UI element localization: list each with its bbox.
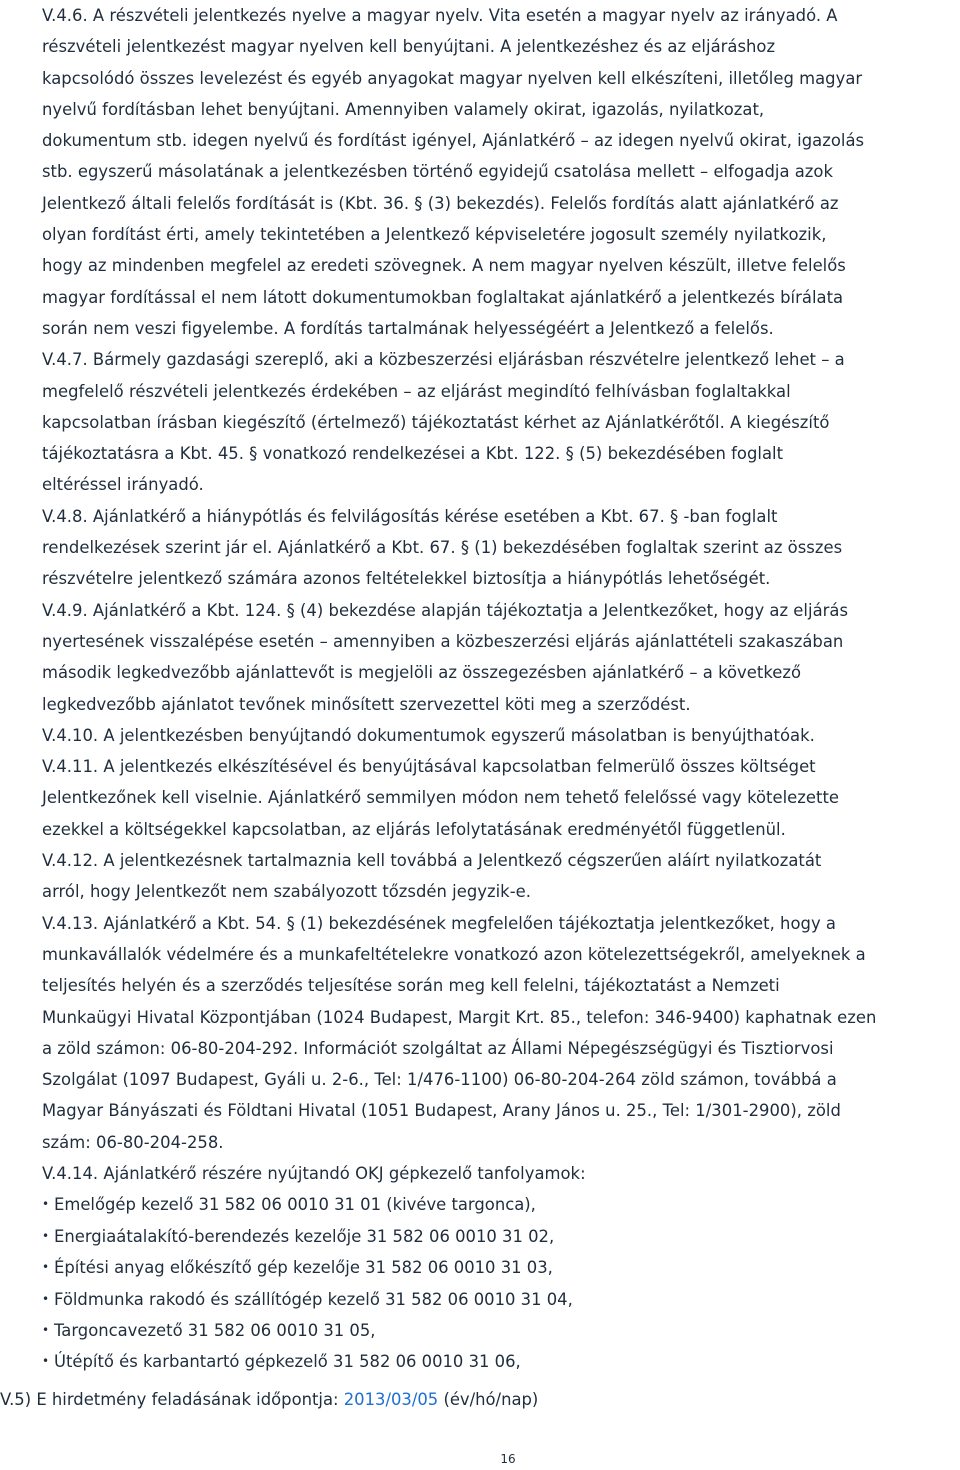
text-line: kapcsolatban írásban kiegészítő (értelmező) tájékoztatást kérhet az Ajánlatkérőtől. A kiegészítő: [42, 412, 830, 432]
text-line: hogy az mindenben megfelel az eredeti szövegnek. A nem magyar nyelven készült, illetve felelős: [42, 256, 846, 276]
text-line: stb. egyszerű másolatának a jelentkezésben történő egyidejű csatolása mellett – elfogadja azok: [42, 162, 833, 182]
text-line: Jelentkezőnek kell viselnie. Ajánlatkérő semmilyen módon nem tehető felelőssé vagy kötelezette: [42, 788, 840, 808]
text-line: V.4.14. Ajánlatkérő részére nyújtandó OKJ gépkezelő tanfolyamok:: [42, 1163, 586, 1183]
text-line: tájékoztatásra a Kbt. 45. § vonatkozó rendelkezései a Kbt. 122. § (5) bekezdésében foglalt: [42, 444, 784, 464]
text-line: V.4.9. Ajánlatkérő a Kbt. 124. § (4) bekezdése alapján tájékoztatja a Jelentkezőket, hogy az eljárás: [42, 600, 849, 620]
publication-date-value: 2013/03/05: [343, 1390, 439, 1409]
text-line: arról, hogy Jelentkezőt nem szabályozott tőzsdén jegyzik-e.: [42, 882, 531, 902]
text-line: kapcsolódó összes levelezést és egyéb anyagokat magyar nyelven kell elkészíteni, illetőleg magyar: [42, 68, 863, 88]
text-line: részvételi jelentkezést magyar nyelven kell benyújtani. A jelentkezéshez és az eljáráshoz: [42, 37, 776, 57]
text-line: V.4.8. Ajánlatkérő a hiánypótlás és felvilágosítás kérése esetében a Kbt. 67. § -ban foglalt: [42, 506, 778, 526]
text-line: V.4.7. Bármely gazdasági szereplő, aki a közbeszerzési eljárásban részvételre jelentkező lehet – a: [42, 350, 845, 370]
list-item: • Energiaátalakító-berendezés kezelője 31 582 06 0010 31 02,: [42, 1221, 958, 1252]
paragraph-v-4-14: [42, 1158, 958, 1189]
text-line: nyelvű fordításban lehet benyújtani. Amennyiben valamely okirat, igazolás, nyilatkozat,: [42, 99, 765, 119]
paragraph-v-4-9: [42, 595, 958, 720]
text-line: rendelkezések szerint jár el. Ajánlatkérő a Kbt. 67. § (1) bekezdésében foglaltak szerint az összes: [42, 538, 843, 558]
text-line: teljesítés helyén és a szerződés teljesítése során meg kell felelni, tájékoztatást a Nemzeti: [42, 976, 780, 996]
text-line: részvételre jelentkező számára azonos feltételekkel biztosítja a hiánypótlás lehetőségét.: [42, 569, 771, 589]
text-line: eltéréssel irányadó.: [42, 475, 204, 495]
publication-date-format: (év/hó/nap): [438, 1390, 539, 1409]
text-line: munkavállalók védelmére és a munkafeltételekre vonatkozó azon kötelezettségekről, amelyeknek a: [42, 944, 866, 964]
paragraph-v-4-10: [42, 720, 958, 751]
text-line: legkedvezőbb ajánlatot tevőnek minősített szervezettel köti meg a szerződést.: [42, 694, 691, 714]
text-line: ezekkel a költségekkel kapcsolatban, az eljárás lefolytatásának eredményétől függetlenül.: [42, 819, 786, 839]
text-line: megfelelő részvételi jelentkezés érdekében – az eljárást megindító felhívásban foglaltakkal: [42, 381, 791, 401]
text-line: V.4.12. A jelentkezésnek tartalmaznia kell továbbá a Jelentkező cégszerűen aláírt nyilatkozatát: [42, 851, 822, 871]
document-body: [42, 0, 958, 1378]
text-line: V.4.6. A részvételi jelentkezés nyelve a magyar nyelv. Vita esetén a magyar nyelv az irányadó. A: [42, 6, 838, 25]
okj-course-list: [42, 1189, 958, 1377]
text-line: V.4.13. Ajánlatkérő a Kbt. 54. § (1) bekezdésének megfelelően tájékoztatja jelentkezőket, hogy a: [42, 913, 836, 933]
paragraph-v-4-6: [42, 0, 958, 344]
text-line: Jelentkező általi felelős fordítását is (Kbt. 36. § (3) bekezdés). Felelős fordítás alatt ajánlatkérő az: [42, 193, 839, 213]
list-item: • Földmunka rakodó és szállítógép kezelő 31 582 06 0010 31 04,: [42, 1284, 958, 1315]
text-line: a zöld számon: 06-80-204-292. Információt szolgáltat az Állami Népegészségügyi és Tisztiorvosi: [42, 1038, 834, 1058]
list-item: • Emelőgép kezelő 31 582 06 0010 31 01 (kivéve targonca),: [42, 1189, 958, 1220]
text-line: szám: 06-80-204-258.: [42, 1132, 224, 1152]
text-line: magyar fordítással el nem látott dokumentumokban foglaltakat ajánlatkérő a jelentkezés bírálata: [42, 287, 844, 307]
text-line: olyan fordítást érti, amely tekintetében a Jelentkező képviseletére jogosult személy nyilatkozik,: [42, 225, 827, 245]
paragraph-list: [42, 0, 958, 1189]
text-line: Szolgálat (1097 Budapest, Gyáli u. 2-6., Tel: 1/476-1100) 06-80-204-264 zöld számon, továbbá a: [42, 1070, 837, 1090]
list-item: • Targoncavezető 31 582 06 0010 31 05,: [42, 1315, 958, 1346]
list-item: • Építési anyag előkészítő gép kezelője 31 582 06 0010 31 03,: [42, 1252, 958, 1283]
text-line: dokumentum stb. idegen nyelvű és fordítást igényel, Ajánlatkérő – az idegen nyelvű okirat, igazolás: [42, 131, 865, 151]
paragraph-v-4-8: [42, 501, 958, 595]
text-line: második legkedvezőbb ajánlattevőt is megjelöli az összegezésben ajánlatkérő – a következő: [42, 663, 802, 683]
publication-date-line: [0, 1384, 538, 1415]
paragraph-v-4-13: [42, 908, 958, 1158]
text-line: nyertesének visszalépése esetén – amennyiben a közbeszerzési eljárás ajánlattételi szakaszában: [42, 631, 844, 651]
list-item: • Útépítő és karbantartó gépkezelő 31 582 06 0010 31 06,: [42, 1346, 958, 1377]
paragraph-v-4-7: [42, 344, 958, 500]
publication-date-label: V.5) E hirdetmény feladásának időpontja:: [0, 1390, 344, 1409]
text-line: V.4.10. A jelentkezésben benyújtandó dokumentumok egyszerű másolatban is benyújthatóak.: [42, 725, 815, 745]
paragraph-v-4-11: [42, 751, 958, 845]
paragraph-v-4-12: [42, 845, 958, 908]
text-line: során nem veszi figyelembe. A fordítás tartalmának helyességéért a Jelentkező a felelős.: [42, 318, 774, 338]
text-line: Magyar Bányászati és Földtani Hivatal (1051 Budapest, Arany János u. 25., Tel: 1/301-2900), zöld: [42, 1101, 841, 1121]
text-line: Munkaügyi Hivatal Központjában (1024 Budapest, Margit Krt. 85., telefon: 346-9400) kaphatnak ezen: [42, 1007, 877, 1027]
page-number: 16: [500, 1452, 516, 1466]
text-line: V.4.11. A jelentkezés elkészítésével és benyújtásával kapcsolatban felmerülő összes költséget: [42, 757, 816, 777]
